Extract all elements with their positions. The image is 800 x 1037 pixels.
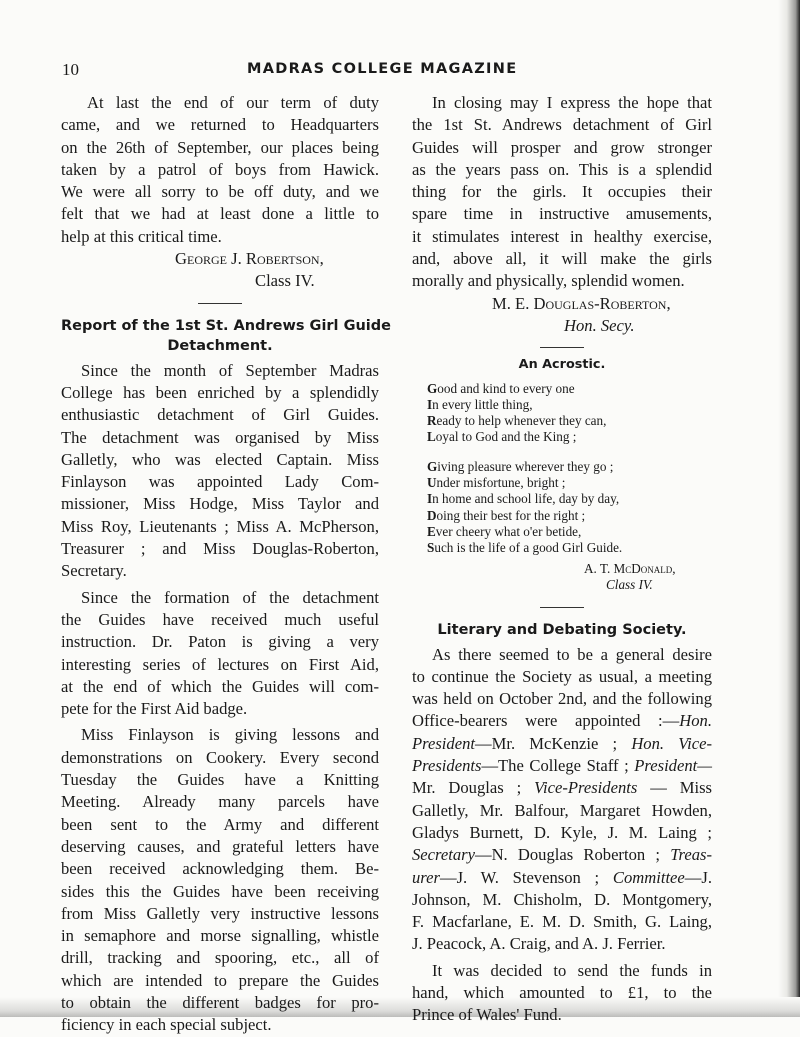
text-line: the 1st St. Andrews detachment of Girl — [412, 115, 712, 135]
text-line: Miss Finlayson is giving lessons and — [81, 725, 379, 745]
acrostic-initial: E — [427, 523, 436, 539]
acrostic-initial: R — [427, 413, 437, 429]
acrostic-initial: L — [427, 429, 436, 445]
text-line: on the 26th of September, our places being — [61, 137, 379, 157]
text-line: Finlayson was appointed Lady Com- — [61, 472, 379, 492]
section-divider — [198, 303, 242, 304]
text-line: and, above all, it will make the girls — [412, 249, 712, 269]
text-line: instruction. Dr. Paton is giving a very — [61, 632, 379, 652]
text-line: Guides will prosper and grow stronger — [412, 137, 712, 157]
text-run: Office-bearers were appointed :— — [412, 711, 680, 731]
text-run-italic: Secretary — [412, 845, 475, 865]
text-run: —J. W. Stevenson ; — [439, 867, 613, 887]
text-line: been received acknowledging them. Be- — [61, 859, 379, 879]
right-column — [412, 92, 712, 1027]
acrostic-class: Class IV. — [606, 576, 653, 592]
acrostic-line: nder misfortune, bright ; — [436, 475, 566, 491]
section-divider — [540, 347, 584, 348]
closing-paragraph — [412, 92, 712, 293]
text-line: interesting series of lectures on First Aid, — [61, 654, 379, 674]
page-number: 10 — [62, 60, 79, 79]
text-line: Meeting. Already many parcels have — [61, 792, 379, 812]
acrostic-line: ood and kind to every one — [437, 380, 575, 396]
text-line — [412, 733, 712, 755]
text-line: missioner, Miss Hodge, Miss Taylor and — [61, 494, 379, 514]
text-run: —N. Douglas Roberton ; — [474, 845, 671, 865]
text-line: Galletly, who was elected Captain. Miss — [61, 449, 379, 469]
text-line: felt that we had at least done a little to — [61, 204, 379, 224]
acrostic-line: uch is the life of a good Girl Guide. — [434, 540, 623, 556]
acrostic-line: eady to help whenever they can, — [436, 413, 607, 429]
text-run: —The College Staff ; — [481, 756, 635, 776]
text-line: F. Macfarlane, E. M. D. Smith, G. Laing, — [412, 912, 712, 932]
text-run-italic: President — [412, 733, 475, 753]
acrostic-initial: I — [427, 491, 433, 507]
text-line: College has been enriched by a splendidly — [61, 382, 379, 402]
report-paragraph-1 — [61, 360, 379, 583]
text-line: Since the formation of the detachment — [81, 587, 379, 607]
acrostic-initial: U — [427, 475, 437, 491]
magazine-title: MADRAS COLLEGE MAGAZINE — [247, 61, 518, 77]
society-heading: Literary and Debating Society. — [437, 621, 687, 638]
text-line: from Miss Galletly very instructive lessons — [61, 903, 379, 923]
opening-paragraph — [61, 92, 379, 248]
text-run: —Mr. McKenzie ; — [474, 733, 632, 753]
text-line: In closing may I express the hope that — [432, 93, 712, 112]
text-line: help at this critical time. — [61, 226, 222, 246]
text-line: Prince of Wales' Fund. — [412, 1005, 562, 1025]
text-line — [412, 777, 712, 799]
acrostic-author: A. T. McDonald, — [584, 560, 676, 576]
text-line: the Guides have received much useful — [61, 609, 379, 629]
author-signature: George J. Robertson, — [175, 249, 324, 269]
text-line: came, and we returned to Headquarters — [61, 115, 379, 135]
text-run-italic: Presidents — [412, 756, 482, 776]
report-heading: Report of the 1st St. Andrews Girl Guide — [61, 317, 391, 334]
acrostic-initial: G — [427, 380, 438, 396]
text-line: at the end of which the Guides will com- — [61, 676, 379, 696]
report-paragraph-3 — [61, 724, 379, 1036]
acrostic-line: n home and school life, day by day, — [432, 491, 620, 507]
text-line: Miss Roy, Lieutenants ; Miss A. McPherson, — [61, 516, 379, 536]
acrostic-initial: G — [427, 458, 438, 474]
acrostic-line: iving pleasure wherever they go ; — [437, 458, 614, 474]
report-paragraph-2 — [61, 587, 379, 721]
text-line — [412, 710, 712, 732]
left-column — [61, 92, 391, 1037]
text-line: drill, tracking and spooring, etc., all of — [61, 948, 379, 968]
text-line: We were all sorry to be off duty, and we — [61, 182, 379, 202]
text-line: As there seemed to be a general desire — [432, 644, 712, 664]
text-run-italic: urer — [412, 867, 440, 887]
text-line: enthusiastic detachment of Girl Guides. — [61, 405, 379, 425]
text-run-italic: Treas- — [670, 845, 712, 865]
text-line: pete for the First Aid badge. — [61, 699, 248, 719]
text-run: Mr. Douglas ; — [412, 778, 535, 798]
text-line: in semaphore and morse signalling, whistle — [61, 926, 379, 946]
acrostic-line: oyal to God and the King ; — [435, 429, 577, 445]
acrostic-line: ver cheery what o'er betide, — [435, 523, 582, 539]
text-run: — Miss — [637, 778, 712, 798]
author-class: Class IV. — [255, 271, 315, 291]
text-line: deserving causes, and grateful letters have — [61, 836, 379, 856]
secretary-role: Hon. Secy. — [564, 315, 635, 335]
text-line: The detachment was organised by Miss — [61, 427, 379, 447]
text-line: sides this the Guides have been receiving — [61, 881, 379, 901]
text-line — [412, 867, 712, 889]
text-line — [412, 844, 712, 866]
text-line — [412, 755, 712, 777]
text-line: taken by a patrol of boys from Hawick. — [61, 159, 379, 179]
text-run: —J. — [684, 867, 712, 887]
text-line: Secretary. — [61, 561, 127, 581]
text-line: ficiency in each special subject. — [61, 1015, 272, 1035]
text-line: thing for the girls. It occupies their — [412, 182, 712, 202]
text-line: morally and physically, splendid women. — [412, 271, 685, 291]
society-paragraph — [412, 644, 712, 956]
acrostic-initial: D — [427, 507, 437, 523]
text-line: Galletly, Mr. Balfour, Margaret Howden, — [412, 800, 712, 820]
text-line: Treasurer ; and Miss Douglas-Roberton, — [61, 539, 379, 559]
text-run-italic: Hon. — [679, 711, 712, 731]
text-run-italic: Vice-Presidents — [534, 778, 638, 798]
text-run-italic: Committee — [612, 867, 685, 887]
text-line: J. Peacock, A. Craig, and A. J. Ferrier. — [412, 934, 666, 954]
text-line: it stimulates interest in healthy exercise, — [412, 226, 712, 246]
secretary-signature: M. E. Douglas-Roberton, — [492, 293, 671, 313]
text-line: spare time in instructive amusements, — [412, 204, 712, 224]
text-line: At last the end of our term of duty — [87, 93, 379, 112]
acrostic-initial: I — [427, 396, 433, 412]
page-header — [62, 60, 762, 82]
acrostic-title: An Acrostic. — [518, 357, 606, 373]
acrostic-poem — [427, 381, 712, 557]
text-line: Tuesday the Guides have a Knitting — [61, 770, 379, 790]
acrostic-line: n every little thing, — [432, 396, 533, 412]
text-line: which are intended to prepare the Guides — [61, 970, 379, 990]
report-heading-cont: Detachment. — [167, 337, 273, 354]
text-line: It was decided to send the funds in — [432, 960, 712, 980]
acrostic-line: oing their best for the right ; — [436, 507, 586, 523]
text-line: Johnson, M. Chisholm, D. Montgomery, — [412, 889, 712, 909]
text-line: to obtain the different badges for pro- — [61, 992, 379, 1012]
text-run-italic: Hon. Vice- — [631, 733, 712, 753]
text-line: been sent to the Army and different — [61, 814, 379, 834]
section-divider — [540, 607, 584, 608]
page-edge-shadow — [778, 0, 800, 1017]
text-line: as the years pass on. This is a splendid — [412, 159, 712, 179]
text-line: Since the month of September Madras — [81, 360, 379, 380]
text-line: to continue the Society as usual, a meeting — [412, 666, 712, 686]
text-line: was held on October 2nd, and the following — [412, 689, 712, 709]
text-run-italic: President— — [634, 756, 712, 776]
text-line: hand, which amounted to £1, to the — [412, 982, 712, 1002]
text-line: demonstrations on Cookery. Every second — [61, 747, 379, 767]
acrostic-initial: S — [427, 540, 435, 556]
text-line: Gladys Burnett, D. Kyle, J. M. Laing ; — [412, 822, 712, 842]
